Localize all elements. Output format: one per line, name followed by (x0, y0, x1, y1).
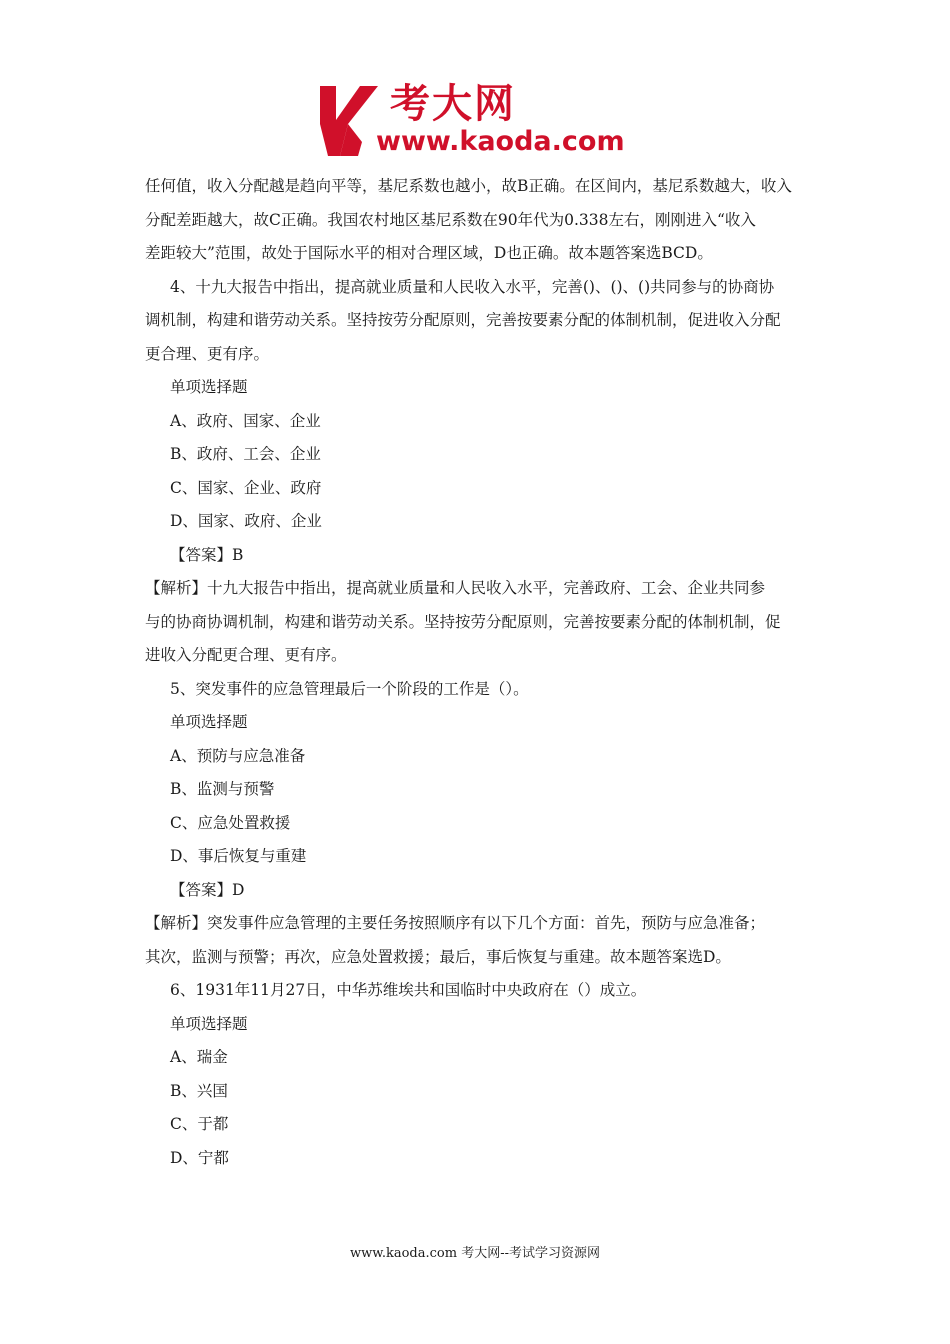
text-line: B、监测与预警 (170, 780, 275, 798)
page-footer: www.kaoda.com 考大网--考试学习资源网 (350, 1246, 600, 1261)
text-line: A、瑞金 (170, 1048, 228, 1066)
text-line: C、国家、企业、政府 (170, 478, 322, 497)
text-line: 更合理、更有序。 (145, 344, 270, 363)
text-line: 与的协商协调机制，构建和谐劳动关系。坚持按劳分配原则，完善按要素分配的体制机制，促 (145, 612, 781, 631)
document-body (145, 170, 813, 1175)
text-line: 单项选择题 (170, 713, 248, 731)
text-line: 4、十九大报告中指出，提高就业质量和人民收入水平，完善()、()、()共同参与的协商协 (170, 277, 775, 296)
text-line: 其次，监测与预警；再次，应急处置救援；最后，事后恢复与重建。故本题答案选D。 (145, 947, 731, 966)
text-line: 差距较大”范围，故处于国际水平的相对合理区域，D也正确。故本题答案选BCD。 (145, 244, 713, 262)
k-logo-icon (318, 80, 380, 158)
text-line: 分配差距越大，故C正确。我国农村地区基尼系数在90年代为0.338左右，刚刚进入“收入 (145, 210, 756, 229)
logo-url-text: www.kaoda.com (376, 126, 625, 157)
text-line: 单项选择题 (170, 378, 248, 396)
text-line: 6、1931年11月27日，中华苏维埃共和国临时中央政府在（）成立。 (170, 981, 647, 999)
text-line: C、应急处置救援 (170, 813, 291, 832)
text-line: 【解析】突发事件应急管理的主要任务按照顺序有以下几个方面：首先，预防与应急准备； (145, 914, 766, 932)
logo-chinese-text: 考大网 (390, 81, 516, 127)
text-line: D、事后恢复与重建 (170, 847, 307, 865)
text-line: A、政府、国家、企业 (170, 411, 321, 430)
text-line: A、预防与应急准备 (170, 746, 306, 765)
text-line: 单项选择题 (170, 1014, 248, 1033)
text-line: B、政府、工会、企业 (170, 445, 321, 463)
text-line: C、于都 (170, 1115, 229, 1133)
text-line: D、国家、政府、企业 (170, 512, 322, 530)
text-line: B、兴国 (170, 1081, 228, 1100)
text-line: 5、突发事件的应急管理最后一个阶段的工作是（）。 (170, 679, 529, 698)
text-line: 【答案】B (170, 545, 244, 564)
text-line: D、宁都 (170, 1148, 229, 1167)
text-line: 进收入分配更合理、更有序。 (145, 646, 347, 664)
text-line: 调机制，构建和谐劳动关系。坚持按劳分配原则，完善按要素分配的体制机制，促进收入分配 (145, 311, 781, 329)
text-line: 【答案】D (170, 880, 245, 899)
text-line: 任何值，收入分配越是趋向平等，基尼系数也越小，故B正确。在区间内，基尼系数越大，收入 (145, 177, 792, 195)
site-logo (318, 80, 638, 162)
text-line: 【解析】十九大报告中指出，提高就业质量和人民收入水平，完善政府、工会、企业共同参 (145, 579, 766, 597)
